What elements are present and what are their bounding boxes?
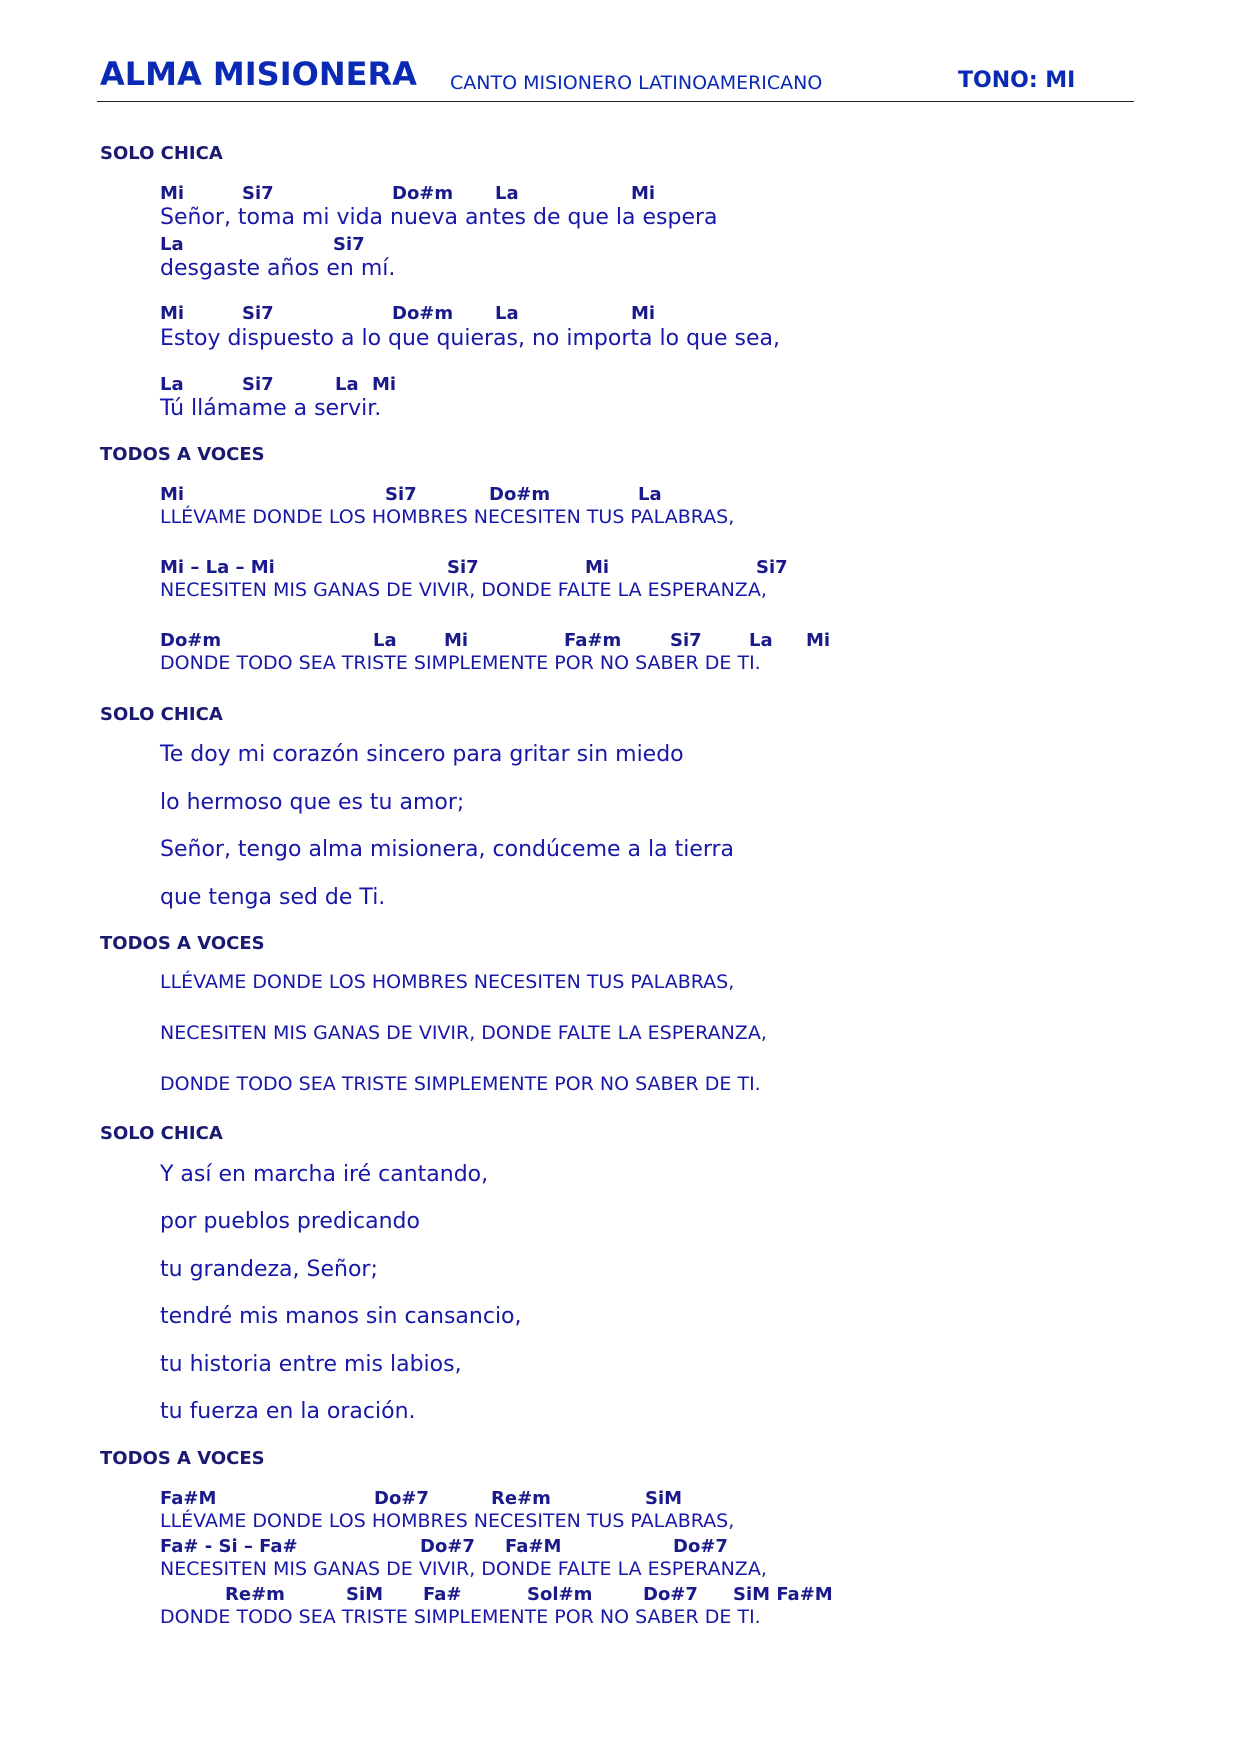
lyric-line: tendré mis manos sin cansancio, [160, 1304, 522, 1329]
chord: Do#7 [643, 1584, 698, 1605]
lyric-line: DONDE TODO SEA TRISTE SIMPLEMENTE POR NO SABER DE TI. [160, 1606, 761, 1628]
lyric-line: DONDE TODO SEA TRISTE SIMPLEMENTE POR NO SABER DE TI. [160, 1073, 761, 1095]
song-subtitle: CANTO MISIONERO LATINOAMERICANO [450, 72, 823, 94]
chord: Mi [585, 557, 610, 578]
lyric-line: NECESITEN MIS GANAS DE VIVIR, DONDE FALTE LA ESPERANZA, [160, 579, 767, 601]
chord: La [495, 303, 519, 324]
chord: Do#m [160, 630, 222, 651]
section-label: TODOS A VOCES [100, 933, 265, 954]
lyric-line: desgaste años en mí. [160, 256, 396, 281]
lyric-line: que tenga sed de Ti. [160, 885, 386, 910]
chord: Mi [631, 183, 656, 204]
chord: La [160, 374, 184, 395]
lyric-line: Y así en marcha iré cantando, [160, 1162, 489, 1187]
chord: Mi [160, 484, 185, 505]
lyric-line: tu historia entre mis labios, [160, 1352, 462, 1377]
chord: Sol#m [527, 1584, 593, 1605]
chord: Mi [444, 630, 469, 651]
chord: Do#7 [420, 1536, 475, 1557]
chord: Si7 [670, 630, 702, 651]
chord: Si7 [447, 557, 479, 578]
chord: Do#7 [374, 1488, 429, 1509]
lyric-line: Señor, tengo alma misionera, condúceme a la tierra [160, 837, 735, 862]
lyric-line: Te doy mi corazón sincero para gritar sin miedo [160, 742, 684, 767]
chord: Fa#M [160, 1488, 217, 1509]
chord: SiM [346, 1584, 384, 1605]
lyric-line: tu fuerza en la oración. [160, 1399, 416, 1424]
chord: Si7 [242, 374, 274, 395]
song-title: ALMA MISIONERA [100, 55, 417, 93]
lyric-line: LLÉVAME DONDE LOS HOMBRES NECESITEN TUS PALABRAS, [160, 506, 735, 528]
lyric-line: por pueblos predicando [160, 1209, 420, 1234]
chord: Fa#m [564, 630, 622, 651]
header-divider [97, 101, 1134, 102]
lyric-line: lo hermoso que es tu amor; [160, 790, 465, 815]
chord: La [335, 374, 359, 395]
chord: Fa#M [505, 1536, 562, 1557]
chord: Mi [806, 630, 831, 651]
chord: Do#m [392, 183, 454, 204]
chord: Si7 [385, 484, 417, 505]
chord: Do#7 [673, 1536, 728, 1557]
lyric-line: NECESITEN MIS GANAS DE VIVIR, DONDE FALTE LA ESPERANZA, [160, 1022, 767, 1044]
chord: Re#m [225, 1584, 285, 1605]
section-label: SOLO CHICA [100, 1123, 223, 1144]
chord: La [749, 630, 773, 651]
lyric-line: Estoy dispuesto a lo que quieras, no importa lo que sea, [160, 326, 780, 351]
chord: Si7 [756, 557, 788, 578]
chord: La [373, 630, 397, 651]
chord: Si7 [242, 183, 274, 204]
lyric-line: tu grandeza, Señor; [160, 1257, 378, 1282]
lyric-line: Tú llámame a servir. [160, 396, 382, 421]
lyric-line: DONDE TODO SEA TRISTE SIMPLEMENTE POR NO SABER DE TI. [160, 652, 761, 674]
chord: Re#m [491, 1488, 551, 1509]
lyric-line: Señor, toma mi vida nueva antes de que la espera [160, 205, 718, 230]
section-label: SOLO CHICA [100, 143, 223, 164]
chord: Mi – La – Mi [160, 557, 275, 578]
section-label: TODOS A VOCES [100, 1448, 265, 1469]
chord: Si7 [333, 234, 365, 255]
section-label: TODOS A VOCES [100, 444, 265, 465]
chord: Do#m [392, 303, 454, 324]
lyric-line: LLÉVAME DONDE LOS HOMBRES NECESITEN TUS PALABRAS, [160, 971, 735, 993]
lyric-line: NECESITEN MIS GANAS DE VIVIR, DONDE FALTE LA ESPERANZA, [160, 1558, 767, 1580]
chord: Mi [160, 183, 185, 204]
chord: SiM Fa#M [733, 1584, 833, 1605]
chord: La [638, 484, 662, 505]
chord: Fa# - Si – Fa# [160, 1536, 298, 1557]
chord: Mi [372, 374, 397, 395]
chord: Mi [160, 303, 185, 324]
song-key: TONO: MI [958, 68, 1076, 93]
lyric-line: LLÉVAME DONDE LOS HOMBRES NECESITEN TUS PALABRAS, [160, 1510, 735, 1532]
chord: La [495, 183, 519, 204]
chord: La [160, 234, 184, 255]
chord: Mi [631, 303, 656, 324]
chord: Fa# [423, 1584, 462, 1605]
chord: SiM [645, 1488, 683, 1509]
chord: Do#m [489, 484, 551, 505]
section-label: SOLO CHICA [100, 704, 223, 725]
chord: Si7 [242, 303, 274, 324]
